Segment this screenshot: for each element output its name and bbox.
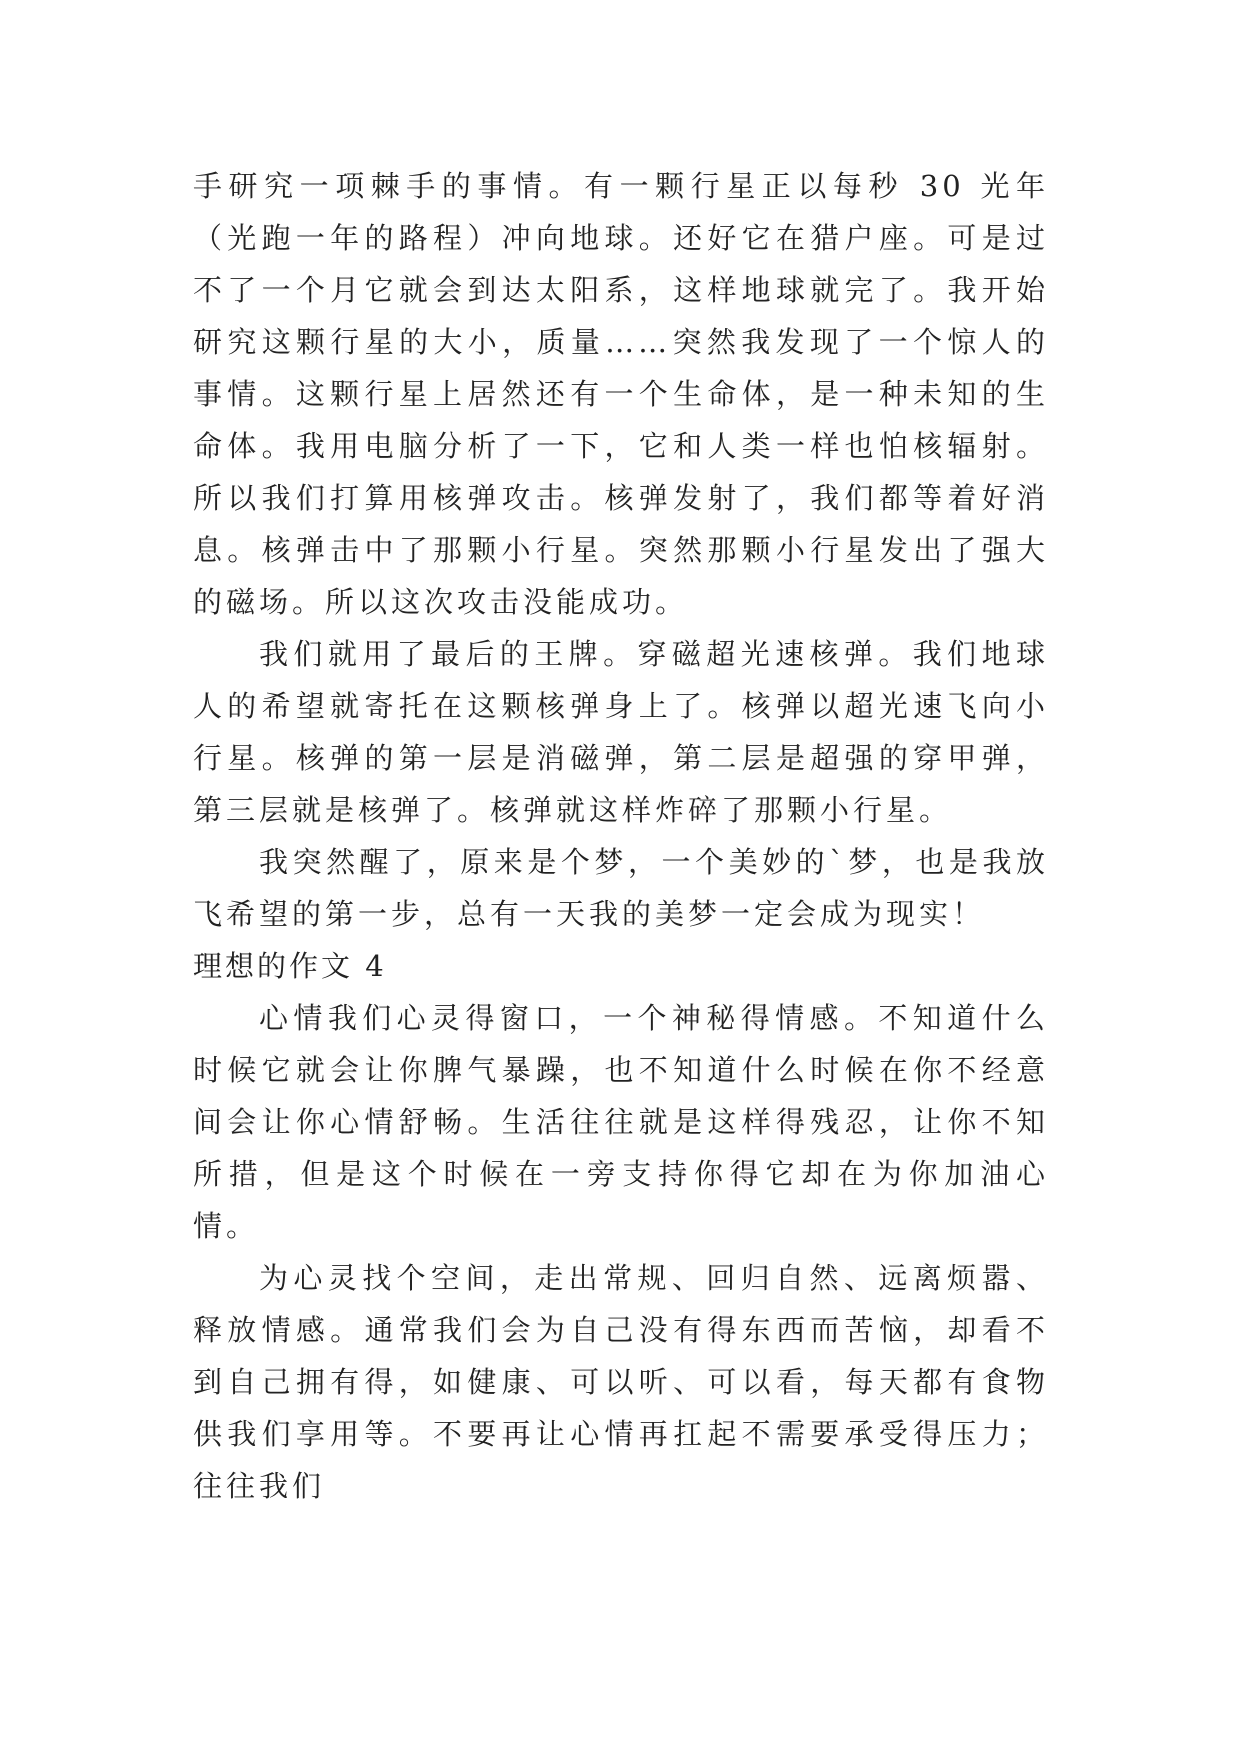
paragraph-trump-card: 我们就用了最后的王牌。穿磁超光速核弹。我们地球人的希望就寄托在这颗核弹身上了。核弹以超光速飞向小行星。核弹的第一层是消磁弹，第二层是超强的穿甲弹，第三层就是核弹了。核弹就这样炸碎了那颗小行星。 bbox=[193, 637, 1049, 827]
section-title: 理想的作文 4 bbox=[193, 949, 387, 983]
paragraph-dream-ending: 我突然醒了，原来是个梦，一个美妙的`梦，也是我放飞希望的第一步，总有一天我的美梦一定会成为现实！ bbox=[193, 845, 1049, 931]
paragraph-heart-space: 为心灵找个空间，走出常规、回归自然、远离烦嚣、释放情感。通常我们会为自己没有得东西而苦恼，却看不到自己拥有得，如健康、可以听、可以看，每天都有食物供我们享用等。不要再让心情再扛起不需要承受得压力；往往我们 bbox=[193, 1261, 1049, 1503]
paragraph-mood-window: 心情我们心灵得窗口，一个神秘得情感。不知道什么时候它就会让你脾气暴躁，也不知道什么时候在你不经意间会让你心情舒畅。生活往往就是这样得残忍，让你不知所措，但是这个时候在一旁支持你得它却在为你加油心情。 bbox=[193, 1001, 1049, 1243]
paragraph-continuation: 手研究一项棘手的事情。有一颗行星正以每秒 30 光年（光跑一年的路程）冲向地球。还好它在猎户座。可是过不了一个月它就会到达太阳系，这样地球就完了。我开始研究这颗行星的大小，质量……突然我发现了一个惊人的事情。这颗行星上居然还有一个生命体，是一种未知的生命体。我用电脑分析了一下，它和人类一样也怕核辐射。所以我们打算用核弹攻击。核弹发射了，我们都等着好消息。核弹击中了那颗小行星。突然那颗小行星发出了强大的磁场。所以这次攻击没能成功。 bbox=[193, 169, 1049, 619]
document-body bbox=[193, 160, 1049, 1512]
